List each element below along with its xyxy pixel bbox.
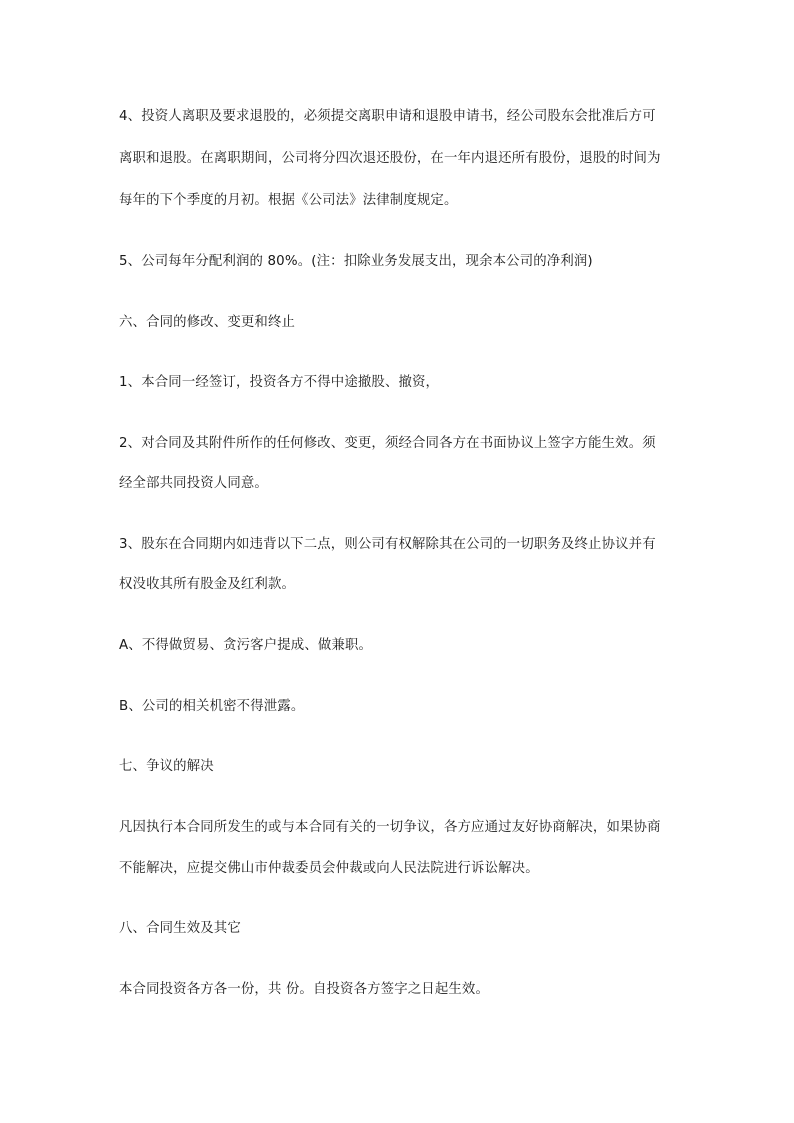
clause-4-line-2: 离职和退股。在离职期间，公司将分四次退还股份，在一年内退还所有股份，退股的时间为	[119, 151, 661, 166]
section-6-clause-3-line-1: 3、股东在合同期内如违背以下二点，则公司有权解除其在公司的一切职务及终止协议并有	[119, 537, 656, 552]
section-6-item-b: B、公司的相关机密不得泄露。	[119, 699, 305, 714]
clause-4-line-1: 4、投资人离职及要求退股的，必须提交离职申请和退股申请书，经公司股东会批准后方可	[119, 109, 656, 124]
clause-5-line: 5、公司每年分配利润的 80%。(注：扣除业务发展支出，现余本公司的净利润)	[119, 254, 593, 269]
section-7-body-line-2: 不能解决，应提交佛山市仲裁委员会仲裁或向人民法院进行诉讼解决。	[119, 861, 539, 876]
section-6-clause-2-line-1: 2、对合同及其附件所作的任何修改、变更，须经合同各方在书面协议上签字方能生效。须	[119, 436, 656, 451]
section-6-clause-3-line-2: 权没收其所有股金及红利款。	[119, 577, 296, 592]
section-7-heading: 七、争议的解决	[119, 759, 214, 774]
section-7-body-line-1: 凡因执行本合同所发生的或与本合同有关的一切争议，各方应通过友好协商解决，如果协商	[119, 820, 661, 835]
section-6-clause-2-line-2: 经全部共同投资人同意。	[119, 476, 268, 491]
clause-4-line-3: 每年的下个季度的月初。根据《公司法》法律制度规定。	[119, 193, 458, 208]
section-6-clause-1: 1、本合同一经签订，投资各方不得中途撤股、撤资，	[119, 375, 440, 390]
section-6-heading: 六、合同的修改、变更和终止	[119, 315, 296, 330]
section-6-item-a: A、不得做贸易、贪污客户提成、做兼职。	[119, 638, 373, 653]
section-8-body: 本合同投资各方各一份，共 份。自投资各方签字之日起生效。	[119, 982, 490, 997]
section-8-heading: 八、合同生效及其它	[119, 921, 241, 936]
